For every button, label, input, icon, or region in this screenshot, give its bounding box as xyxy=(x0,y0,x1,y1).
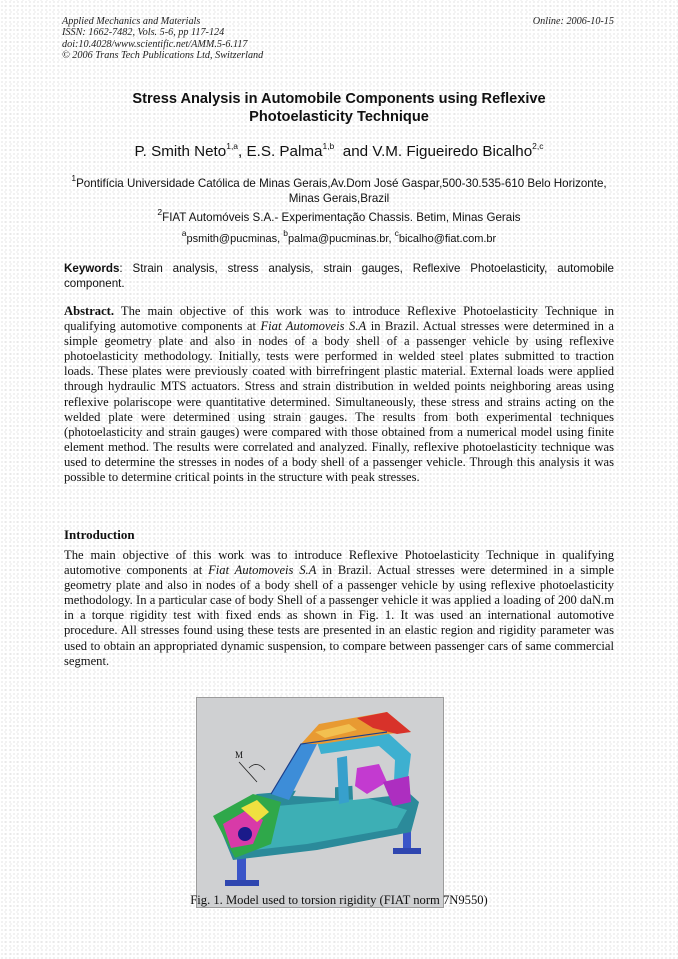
title-line-2: Photoelasticity Technique xyxy=(249,109,429,125)
email-sup: a xyxy=(181,228,187,239)
email-address[interactable]: palma@pucminas.br xyxy=(288,233,389,245)
affiliation-sup: 2 xyxy=(157,207,163,218)
email-address[interactable]: bicalho@fiat.com.br xyxy=(398,233,497,245)
online-date: Online: 2006-10-15 xyxy=(532,16,614,27)
intro-company: Fiat Automoveis S.A xyxy=(208,563,317,578)
author-separator: , xyxy=(238,143,247,160)
journal-header xyxy=(62,16,263,61)
intro-text: The main objective of this work was to introduce Reflexive Photoelasticity Technique in qualifying automotive components at xyxy=(64,548,614,578)
affiliation-sup: 1 xyxy=(71,173,77,184)
affiliation-1 xyxy=(60,173,618,206)
email-address[interactable]: psmith@pucminas xyxy=(186,233,278,245)
b-pillar xyxy=(337,756,349,804)
car-body-illustration xyxy=(197,698,443,907)
abstract-text: in Brazil. Actual stresses were determined in a simple geometry plate and also in nodes of a body shell of a passenger vehicle by using reflexive photoelasticity methodology. Initially, tests were performed in welded steel plates submitted to traction loads. These plates were previously coated with birrefringent plastic material. External loads were applied through hydraulic MTS actuators. Stress and strain distribution in welded points neighboring areas using reflexive polariscope were quantitative determined. Simultaneously, these stress and strains acting on the welded plate were determined using strain gauges. The results from both experimental techniques (photoelasticity and strain gauges) were compared with those obtained from a numerical model using finite element method. The results were correlated and analyzed. Finally, reflexive photoelasticity technique was used to determine the stresses in nodes of a body shell of a passenger vehicle. Through this analysis it was possible to determine critical points in the structure with peak stresses. xyxy=(64,319,614,485)
keywords-text: : Strain analysis, stress analysis, strain gauges, Reflexive Photoelasticity, automobile component. xyxy=(64,262,614,290)
abstract-company: Fiat Automoveis S.A xyxy=(260,319,367,334)
author-name: P. Smith Neto xyxy=(134,143,227,160)
abstract-label: Abstract. xyxy=(64,304,115,318)
load-point-label: M xyxy=(235,750,244,760)
journal-copyright: © 2006 Trans Tech Publications Ltd, Switzerland xyxy=(62,49,264,61)
affiliation-text: Pontifícia Universidade Católica de Minas Gerais,Av.Dom José Gaspar,500-30.535-610 Belo Horizonte, Minas Gerais,Brazil xyxy=(76,177,607,205)
journal-doi: doi:10.4028/www.scientific.net/AMM.5-6.117 xyxy=(62,38,248,50)
author-list xyxy=(60,142,618,162)
author-sup: 1,b xyxy=(322,140,335,151)
introduction-paragraph xyxy=(64,548,614,669)
figure-car-body-model xyxy=(196,697,444,908)
title-line-1: Stress Analysis in Automobile Components using Reflexive xyxy=(132,91,546,107)
section-heading-introduction: Introduction xyxy=(64,527,135,542)
author-and: and xyxy=(342,143,369,160)
intro-text: in Brazil. Actual stresses were determined in a simple geometry plate and also in nodes of a body shell of a passenger vehicle by using reflexive photoelasticity methodology. In a particular case of body Shell of a passenger vehicle it was applied a loading of 200 daN.m in a torque rigidity test with fixed ends as shown in Fig. 1. It was used an international automotive procedure. All stresses found using these tests are presented in an elastic region and rigidity parameter was used to obtain an appropriated dynamic suspension, to compare between passenger cars of same commercial segment. xyxy=(64,563,614,668)
author-name: E.S. Palma xyxy=(246,143,323,160)
email-list: $^a$psmith@pucminas, $^b$palma@pucminas.br, $^c$bicalho@fiat.com.br xyxy=(181,228,497,245)
abstract-text: The main objective of this work was to introduce Reflexive Photoelasticity Technique in qualifying automotive components at xyxy=(64,304,614,334)
keywords-label: Keywords xyxy=(64,262,120,275)
email-sup: b xyxy=(283,228,289,239)
affiliation-2 xyxy=(60,207,618,225)
paper-title xyxy=(60,90,618,126)
keywords xyxy=(64,262,614,291)
affiliation-text: FIAT Automóveis S.A.- Experimentação Chassis. Betim, Minas Gerais xyxy=(162,211,521,224)
journal-name: Applied Mechanics and Materials xyxy=(62,16,201,27)
journal-issn: ISSN: 1662-7482, Vols. 5-6, pp 117-124 xyxy=(62,27,225,39)
abstract xyxy=(64,304,614,485)
email-sup: c xyxy=(394,228,399,239)
author-name: V.M. Figueiredo Bicalho xyxy=(372,143,533,160)
support-base xyxy=(393,848,421,854)
author-sup: 2,c xyxy=(532,140,544,151)
support-base xyxy=(225,880,259,886)
figure-caption: Fig. 1. Model used to torsion rigidity (FIAT norm 7N9550) xyxy=(190,893,488,907)
author-sup: 1,a xyxy=(226,140,239,151)
